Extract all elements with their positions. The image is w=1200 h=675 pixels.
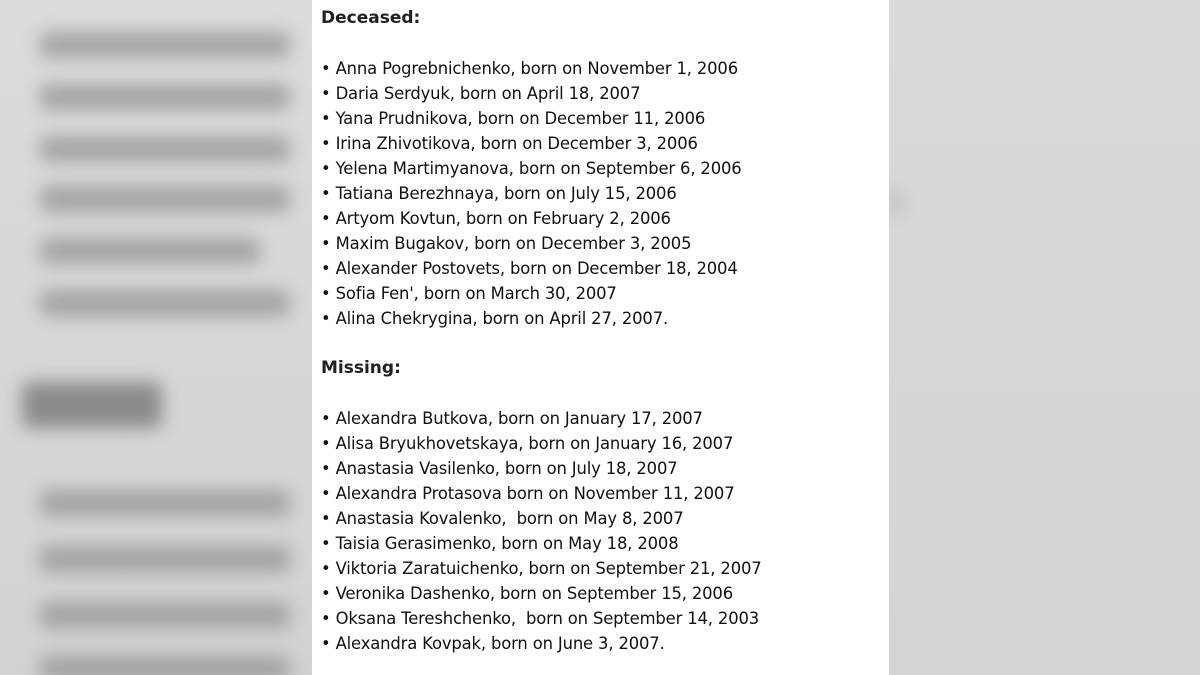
list-item: • Tatiana Berezhnaya, born on July 15, 2006 — [321, 184, 677, 203]
missing-list — [321, 406, 889, 656]
list-item: • Viktoria Zaratuichenko, born on September 21, 2007 — [321, 559, 762, 578]
missing-heading: Missing: — [321, 358, 401, 378]
list-item: • Yelena Martimyanova, born on September 6, 2006 — [321, 159, 742, 178]
list-item: • Alexandra Butkova, born on January 17, 2007 — [321, 409, 703, 428]
list-item: • Alexandra Protasova born on November 11, 2007 — [321, 484, 735, 503]
list-item: • Yana Prudnikova, born on December 11, 2006 — [321, 109, 706, 128]
list-item: • Alina Chekrygina, born on April 27, 2007. — [321, 309, 669, 328]
document-page — [312, 0, 889, 675]
list-item: • Sofia Fen', born on March 30, 2007 — [321, 284, 617, 303]
list-item: • Anna Pogrebnichenko, born on November 1, 2006 — [321, 59, 738, 78]
list-item: • Veronika Dashenko, born on September 15, 2006 — [321, 584, 733, 603]
list-item: • Anastasia Kovalenko, born on May 8, 2007 — [321, 509, 684, 528]
list-item: • Artyom Kovtun, born on February 2, 2006 — [321, 209, 671, 228]
list-item: • Alexandra Kovpak, born on June 3, 2007. — [321, 634, 665, 653]
list-item: • Irina Zhivotikova, born on December 3, 2006 — [321, 134, 698, 153]
list-item: • Alisa Bryukhovetskaya, born on January 16, 2007 — [321, 434, 734, 453]
deceased-list — [321, 56, 889, 331]
list-item: • Taisia Gerasimenko, born on May 18, 2008 — [321, 534, 679, 553]
list-item: • Daria Serdyuk, born on April 18, 2007 — [321, 84, 641, 103]
deceased-heading: Deceased: — [321, 8, 421, 28]
list-item: • Maxim Bugakov, born on December 3, 2005 — [321, 234, 692, 253]
list-item: • Alexander Postovets, born on December 18, 2004 — [321, 259, 738, 278]
list-item: • Anastasia Vasilenko, born on July 18, 2007 — [321, 459, 678, 478]
list-item: • Oksana Tereshchenko, born on September 14, 2003 — [321, 609, 760, 628]
